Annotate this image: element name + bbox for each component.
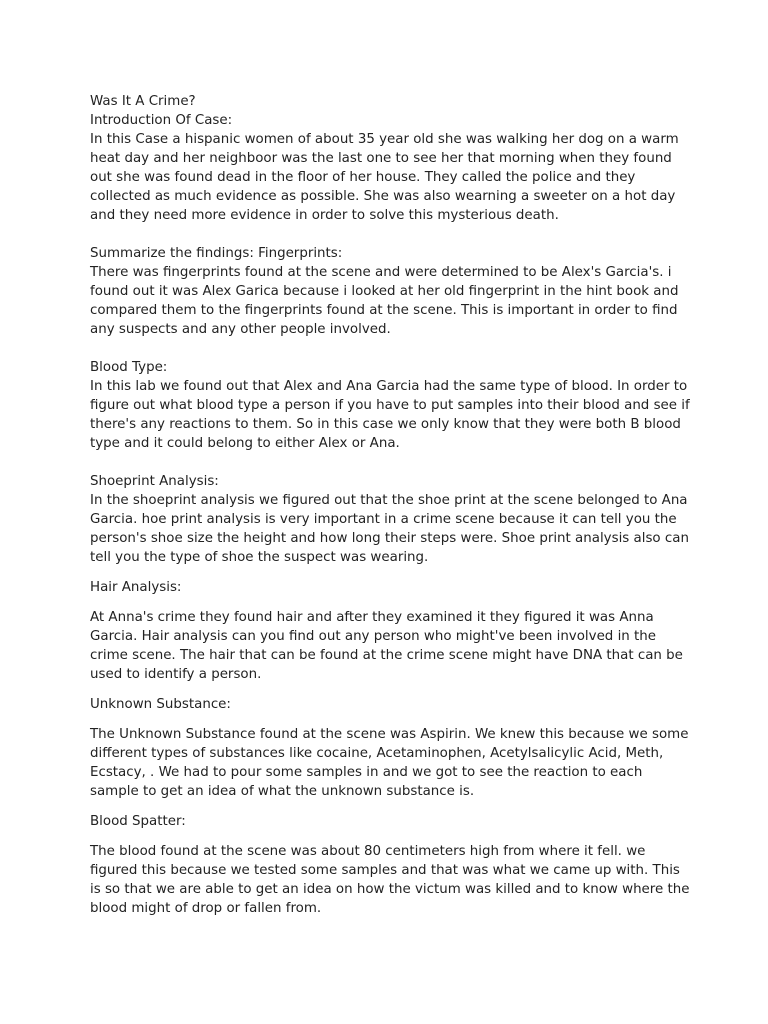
section-paragraph-blood-type: In this lab we found out that Alex and Ana Garcia had the same type of blood. In order to figure out what blood type a person if you have to put samples into their blood and see if there's any reactions to them. So in this case we only know that they were both B blood type and it could belong to either Alex or Ana. [90, 379, 690, 451]
section-heading-fingerprints: Summarize the findings: Fingerprints: [90, 246, 343, 261]
section-heading-unknown-substance: Unknown Substance: [90, 697, 231, 712]
section-heading-hair: Hair Analysis: [90, 580, 182, 595]
section-heading-shoeprint: Shoeprint Analysis: [90, 474, 219, 489]
section-paragraph-introduction: In this Case a hispanic women of about 35 year old she was walking her dog on a warm heat day and her neighboor was the last one to see her that morning when they found out she was found dead in the floor of her house. They called the police and they collected as much evidence as possible. She was also wearning a sweeter on a hot day and they need more evidence in order to solve this mysterious death. [90, 132, 679, 223]
section-paragraph-hair: At Anna's crime they found hair and after they examined it they figured it was Anna Garcia. Hair analysis can you find out any person who might've been involved in the crime scene. The hair that can be found at the crime scene might have DNA that can be used to identify a person. [90, 610, 683, 682]
document-title: Was It A Crime? [90, 94, 196, 109]
section-heading-blood-spatter: Blood Spatter: [90, 814, 186, 829]
section-heading-blood-type: Blood Type: [90, 360, 168, 375]
section-paragraph-shoeprint: In the shoeprint analysis we figured out that the shoe print at the scene belonged to Ana Garcia. hoe print analysis is very important in a crime scene because it can tell you the person's shoe size the height and how long their steps were. Shoe print analysis also can tell you the type of shoe the suspect was wearing. [90, 493, 689, 565]
section-paragraph-fingerprints: There was fingerprints found at the scene and were determined to be Alex's Garcia's. i found out it was Alex Garica because i looked at her old fingerprint in the hint book and compared them to the fingerprints found at the scene. This is important in order to find any suspects and any other people involved. [90, 265, 679, 337]
section-paragraph-blood-spatter: The blood found at the scene was about 80 centimeters high from where it fell. we figured this because we tested some samples and that was what we came up with. This is so that we are able to get an idea on how the victum was killed and to know where the blood might of drop or fallen from. [90, 844, 690, 916]
document-body [90, 92, 690, 918]
section-paragraph-unknown-substance: The Unknown Substance found at the scene was Aspirin. We knew this because we some different types of substances like cocaine, Acetaminophen, Acetylsalicylic Acid, Meth, Ecstacy, . We had to pour some samples in and we got to see the reaction to each sample to get an idea of what the unknown substance is. [90, 727, 689, 799]
section-heading-introduction: Introduction Of Case: [90, 113, 233, 128]
